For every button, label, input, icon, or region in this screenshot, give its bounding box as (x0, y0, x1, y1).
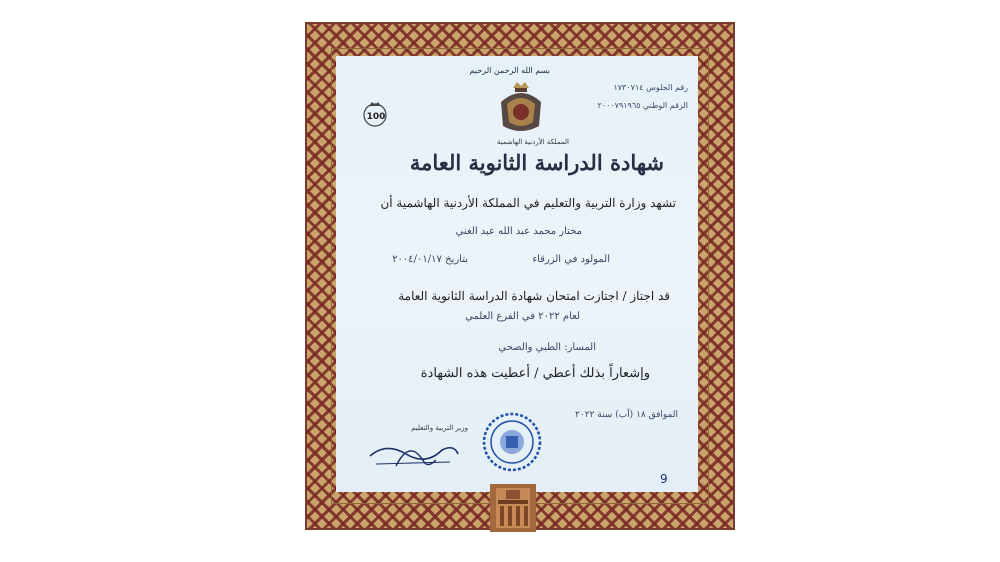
centenary-number: 100 (366, 112, 386, 122)
corner-mark: 9 (660, 472, 668, 486)
minister-signature (366, 434, 462, 470)
track-line: المسار: الطبي والصحي (498, 342, 596, 353)
minister-title: وزير التربية والتعليم (411, 424, 468, 432)
coat-of-arms-emblem (493, 80, 549, 140)
kingdom-name: المملكة الأردنية الهاشمية (496, 138, 569, 146)
seat-number: رقم الجلوس ١٧٣٠٧١٤ (613, 83, 688, 92)
ministry-seal (482, 412, 542, 472)
certify-line: تشهد وزارة التربية والتعليم في المملكة الأردنية الهاشمية أن (380, 196, 676, 210)
petra-treasury-emblem (490, 484, 536, 532)
birth-place: المولود في الزرقاء (532, 254, 610, 265)
issue-date: الموافق ١٨ (آب) سنة ٢٠٢٢ (575, 410, 678, 420)
national-number: الرقم الوطني ٢٠٠٠٧٩١٩٦٥ (597, 101, 688, 110)
basmala: بسم الله الرحمن الرحيم (469, 66, 550, 75)
birth-date: بتاريخ ٢٠٠٤/٠١/١٧ (392, 254, 468, 265)
passed-line: قد اجتاز / اجتازت امتحان شهادة الدراسة الثانوية العامة (398, 289, 670, 303)
student-name: مختار محمد عبد الله عبد الغني (455, 226, 582, 237)
year-branch: لعام ٢٠٢٢ في الفرع العلمي (465, 311, 580, 322)
certificate-title: شهادة الدراسة الثانوية العامة (409, 150, 664, 175)
closing-line: وإشعاراً بذلك أعطي / أعطيت هذه الشهادة (420, 366, 650, 381)
